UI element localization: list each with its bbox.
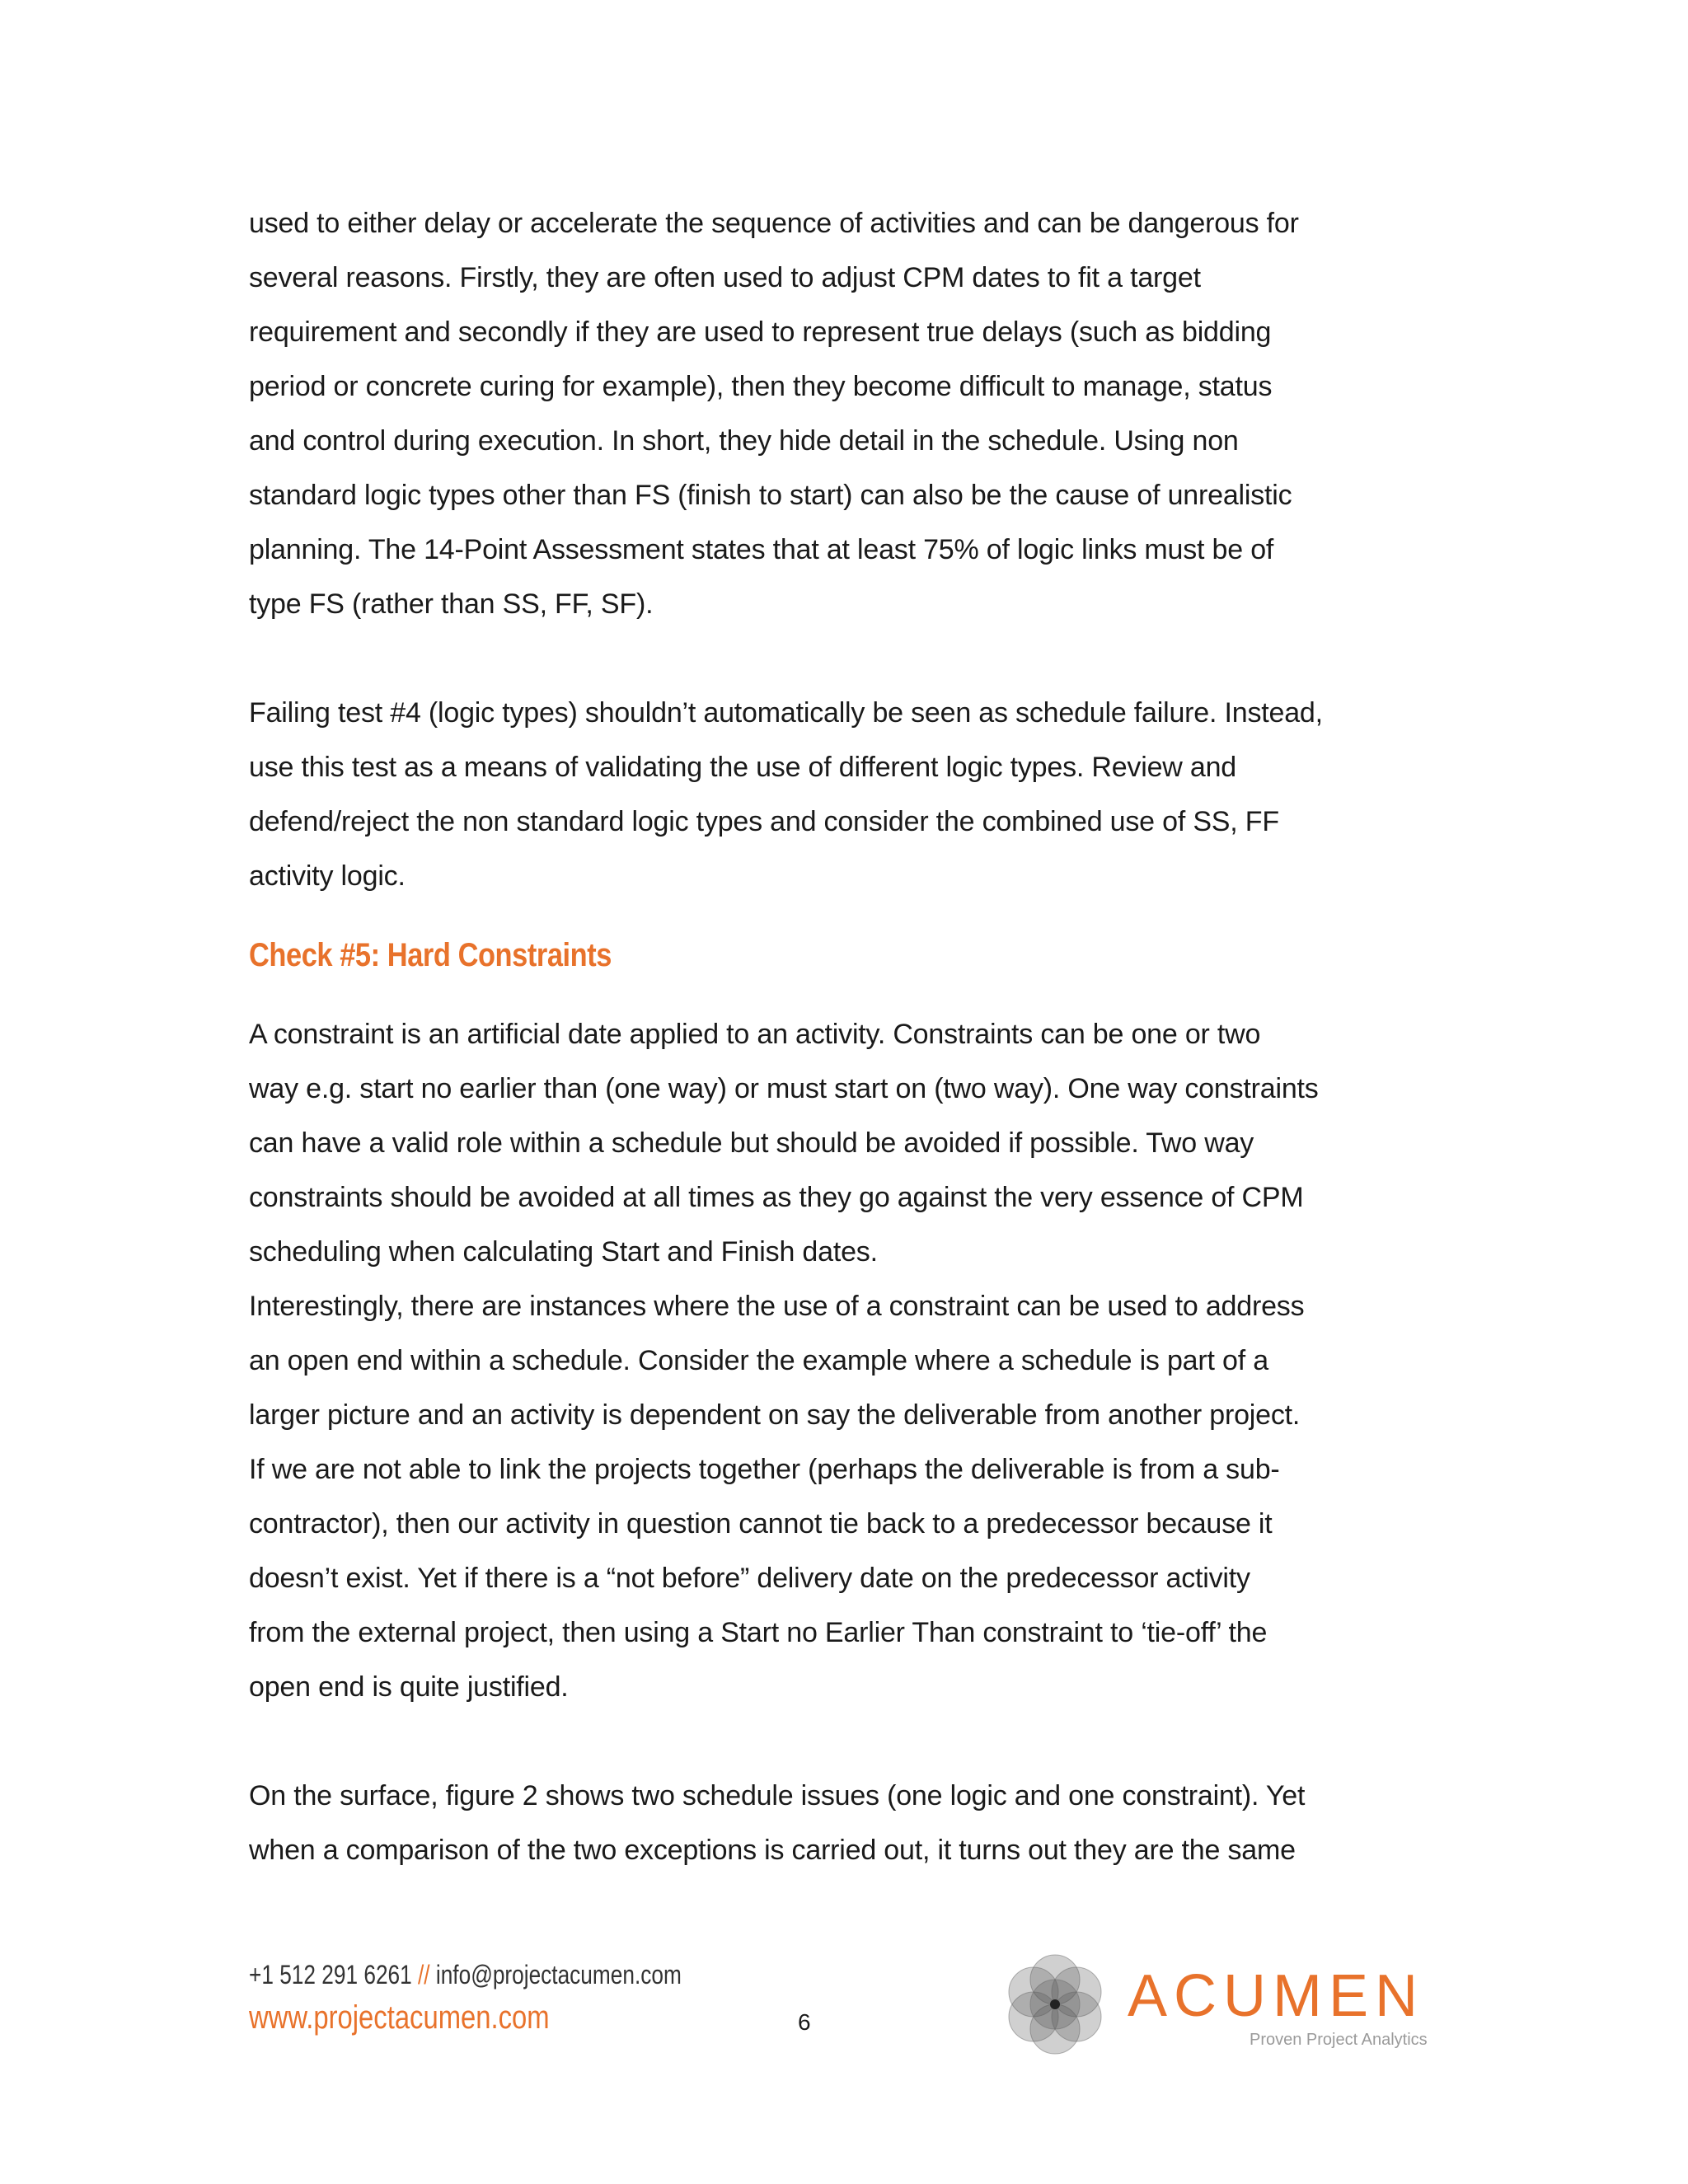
logo-tagline: Proven Project Analytics (1250, 2031, 1428, 2049)
text-line: contractor), then our activity in question cannot tie back to a predecessor because it (249, 1508, 1273, 1540)
acumen-logo-icon (994, 1943, 1116, 2065)
text-line: from the external project, then using a Start no Earlier Than constraint to ‘tie-off’ the (249, 1617, 1268, 1648)
paragraph-failing-test-4 (249, 686, 1452, 903)
text-line: standard logic types other than FS (finish to start) can also be the cause of unrealistic (249, 480, 1292, 511)
text-line: period or concrete curing for example), then they become difficult to manage, status (249, 371, 1273, 402)
text-line: can have a valid role within a schedule but should be avoided if possible. Two way (249, 1127, 1254, 1159)
text-line: defend/reject the non standard logic types and consider the combined use of SS, FF (249, 806, 1279, 837)
text-line: constraints should be avoided at all times as they go against the very essence of CPM (249, 1182, 1304, 1213)
text-line: larger picture and an activity is dependent on say the deliverable from another project. (249, 1399, 1301, 1431)
paragraph-spacer (249, 1714, 1452, 1769)
text-line: Failing test #4 (logic types) shouldn’t automatically be seen as schedule failure. Instead, (249, 697, 1323, 729)
page-number: 6 (798, 2009, 811, 2035)
paragraph-spacer (249, 903, 1452, 928)
footer-phone: +1 512 291 6261 (249, 1960, 412, 1990)
text-line: doesn’t exist. Yet if there is a “not before” delivery date on the predecessor activity (249, 1563, 1250, 1594)
text-line: On the surface, figure 2 shows two schedule issues (one logic and one constraint). Yet (249, 1780, 1306, 1811)
text-line: an open end within a schedule. Consider the example where a schedule is part of a (249, 1345, 1268, 1376)
text-line: If we are not able to link the projects together (perhaps the deliverable is from a sub- (249, 1454, 1280, 1485)
text-line: activity logic. (249, 860, 406, 892)
paragraph-figure-2 (249, 1769, 1452, 1877)
footer-separator: // (418, 1960, 430, 1990)
text-line: way e.g. start no earlier than (one way) or must start on (two way). One way constraints (249, 1073, 1319, 1104)
text-line: used to either delay or accelerate the sequence of activities and can be dangerous for (249, 208, 1299, 239)
text-line: requirement and secondly if they are used to represent true delays (such as bidding (249, 316, 1272, 348)
paragraph-spacer (249, 982, 1452, 1007)
paragraph-spacer (249, 631, 1452, 686)
footer-website-link[interactable]: www.projectacumen.com (249, 1999, 550, 2036)
text-line: Interestingly, there are instances where the use of a constraint can be used to address (249, 1291, 1305, 1322)
text-line: type FS (rather than SS, FF, SF). (249, 588, 654, 620)
text-line: planning. The 14-Point Assessment states that at least 75% of logic links must be of (249, 534, 1274, 565)
logo-wordmark: ACUMEN (1128, 1963, 1425, 2029)
paragraph-logic-lags (249, 196, 1452, 631)
page-body (249, 196, 1452, 1877)
text-line: A constraint is an artificial date applied to an activity. Constraints can be one or two (249, 1019, 1261, 1050)
footer-contact (249, 1960, 682, 1990)
text-line: when a comparison of the two exceptions is carried out, it turns out they are the same (249, 1835, 1296, 1866)
paragraph-constraints (249, 1007, 1452, 1714)
footer-email[interactable]: info@projectacumen.com (435, 1960, 682, 1990)
text-line: several reasons. Firstly, they are often used to adjust CPM dates to fit a target (249, 262, 1201, 293)
text-line: scheduling when calculating Start and Finish dates. (249, 1236, 878, 1268)
text-line: and control during execution. In short, they hide detail in the schedule. Using non (249, 425, 1239, 457)
text-line: use this test as a means of validating the use of different logic types. Review and (249, 752, 1237, 783)
section-heading: Check #5: Hard Constraints (249, 937, 612, 973)
text-line: open end is quite justified. (249, 1671, 569, 1703)
